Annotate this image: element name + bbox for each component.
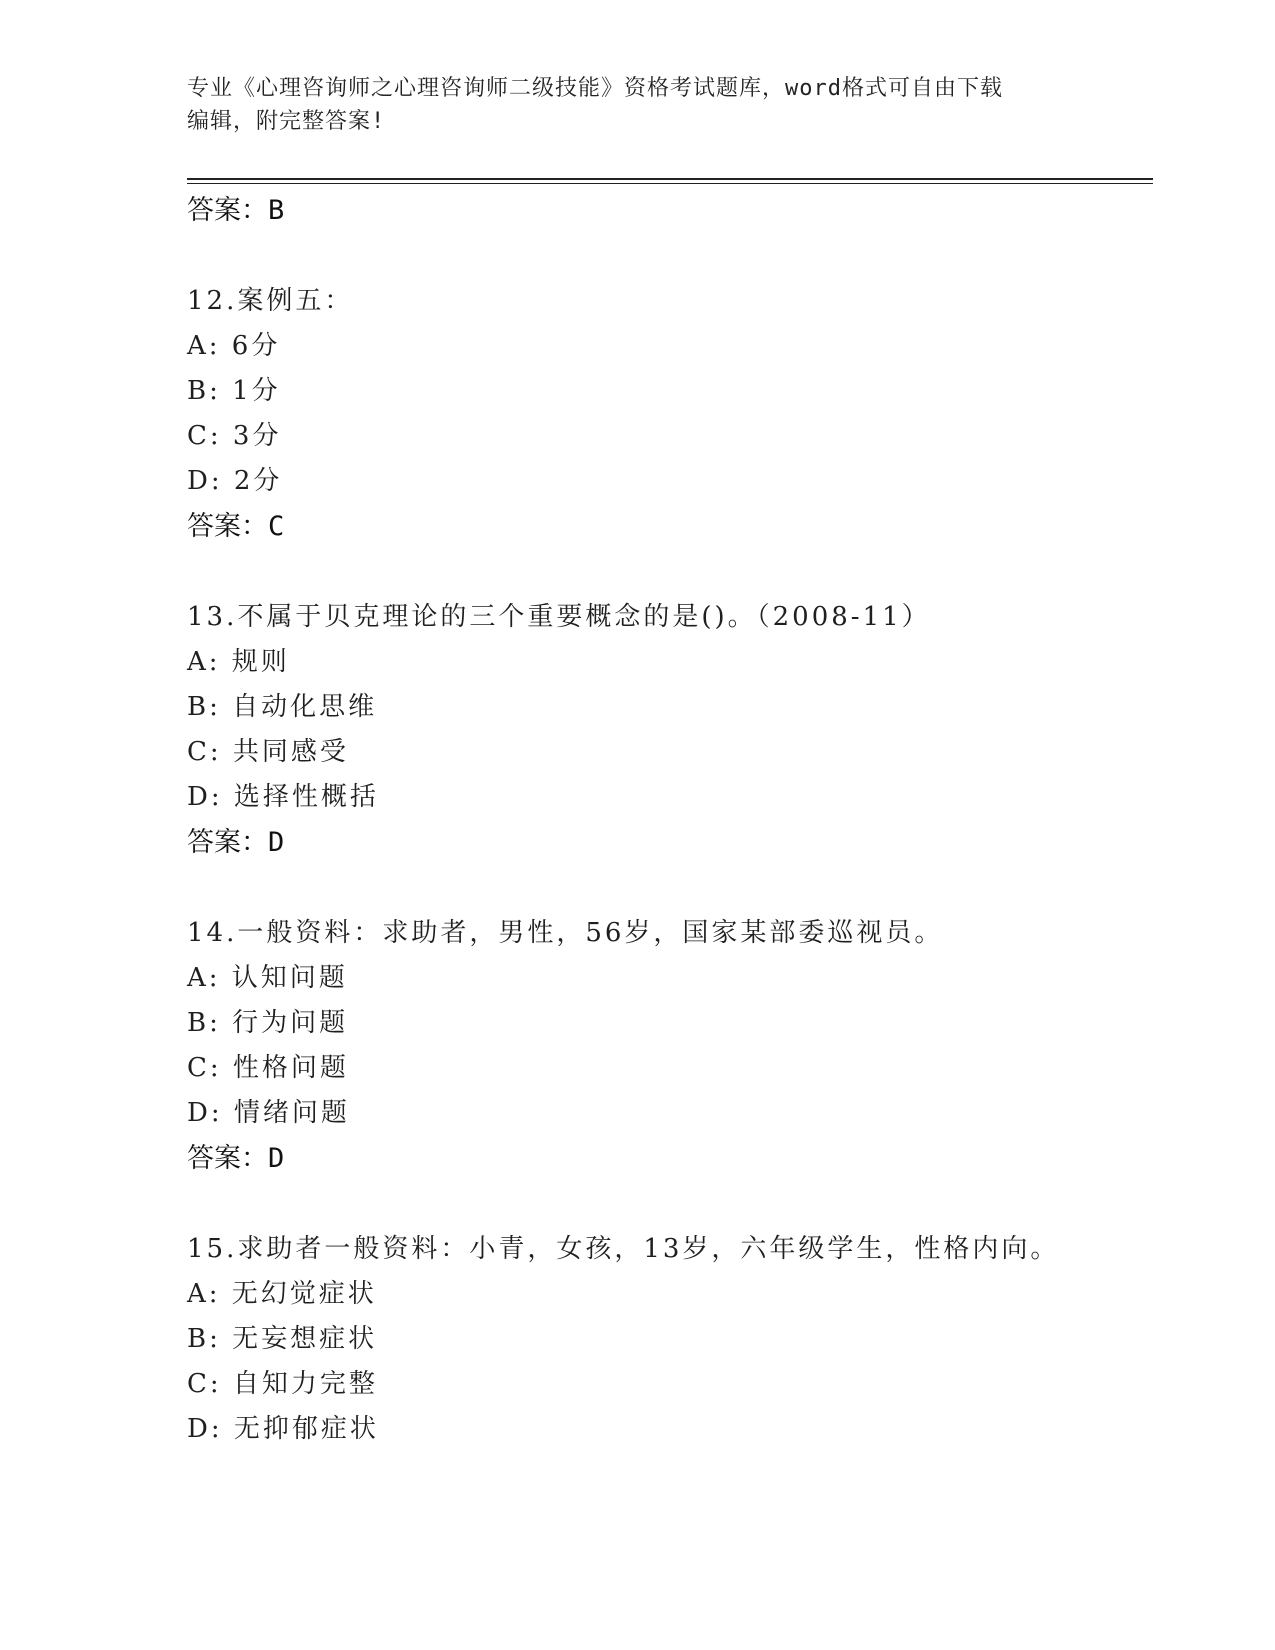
option-c: C: 3分	[187, 421, 282, 451]
option-b: B: 自动化思维	[187, 692, 378, 722]
question-stem: 14.一般资料：求助者，男性，56岁，国家某部委巡视员。	[187, 918, 944, 948]
option-c: C: 自知力完整	[187, 1369, 378, 1399]
question-stem: 12.案例五：	[187, 286, 354, 316]
option-b: B: 1分	[187, 376, 281, 406]
question-block	[187, 1227, 1147, 1452]
spacer	[187, 233, 1147, 279]
question-block	[187, 595, 1147, 865]
option-a: A: 认知问题	[187, 963, 348, 993]
header-divider-thin	[187, 183, 1153, 184]
spacer	[187, 865, 1147, 911]
document-header	[187, 72, 1077, 138]
option-d: D: 选择性概括	[187, 782, 379, 812]
option-a: A: 无幻觉症状	[187, 1279, 377, 1309]
option-b: B: 无妄想症状	[187, 1324, 378, 1354]
answer-line: 答案：D	[187, 1143, 285, 1174]
answer-line: 答案：D	[187, 827, 285, 858]
question-block	[187, 279, 1147, 549]
option-d: D: 2分	[187, 466, 283, 496]
option-d: D: 无抑郁症状	[187, 1414, 379, 1444]
option-b: B: 行为问题	[187, 1008, 349, 1038]
spacer	[187, 1181, 1147, 1227]
option-a: A: 规则	[187, 647, 290, 677]
question-list	[187, 188, 1147, 1452]
question-stem: 15.求助者一般资料：小青，女孩，13岁，六年级学生，性格内向。	[187, 1234, 1060, 1264]
option-c: C: 性格问题	[187, 1053, 349, 1083]
option-a: A: 6分	[187, 331, 281, 361]
question-stem: 13.不属于贝克理论的三个重要概念的是()。（2008-11）	[187, 602, 931, 632]
spacer	[187, 549, 1147, 595]
header-line-2: 编辑，附完整答案!	[187, 109, 386, 134]
option-c: C: 共同感受	[187, 737, 349, 767]
header-divider-thick	[187, 178, 1153, 180]
option-d: D: 情绪问题	[187, 1098, 350, 1128]
header-line-1: 专业《心理咨询师之心理咨询师二级技能》资格考试题库，word格式可自由下载	[187, 76, 1003, 101]
answer-line: 答案：C	[187, 511, 285, 542]
answer-line: 答案：B	[187, 195, 285, 226]
question-block	[187, 911, 1147, 1181]
